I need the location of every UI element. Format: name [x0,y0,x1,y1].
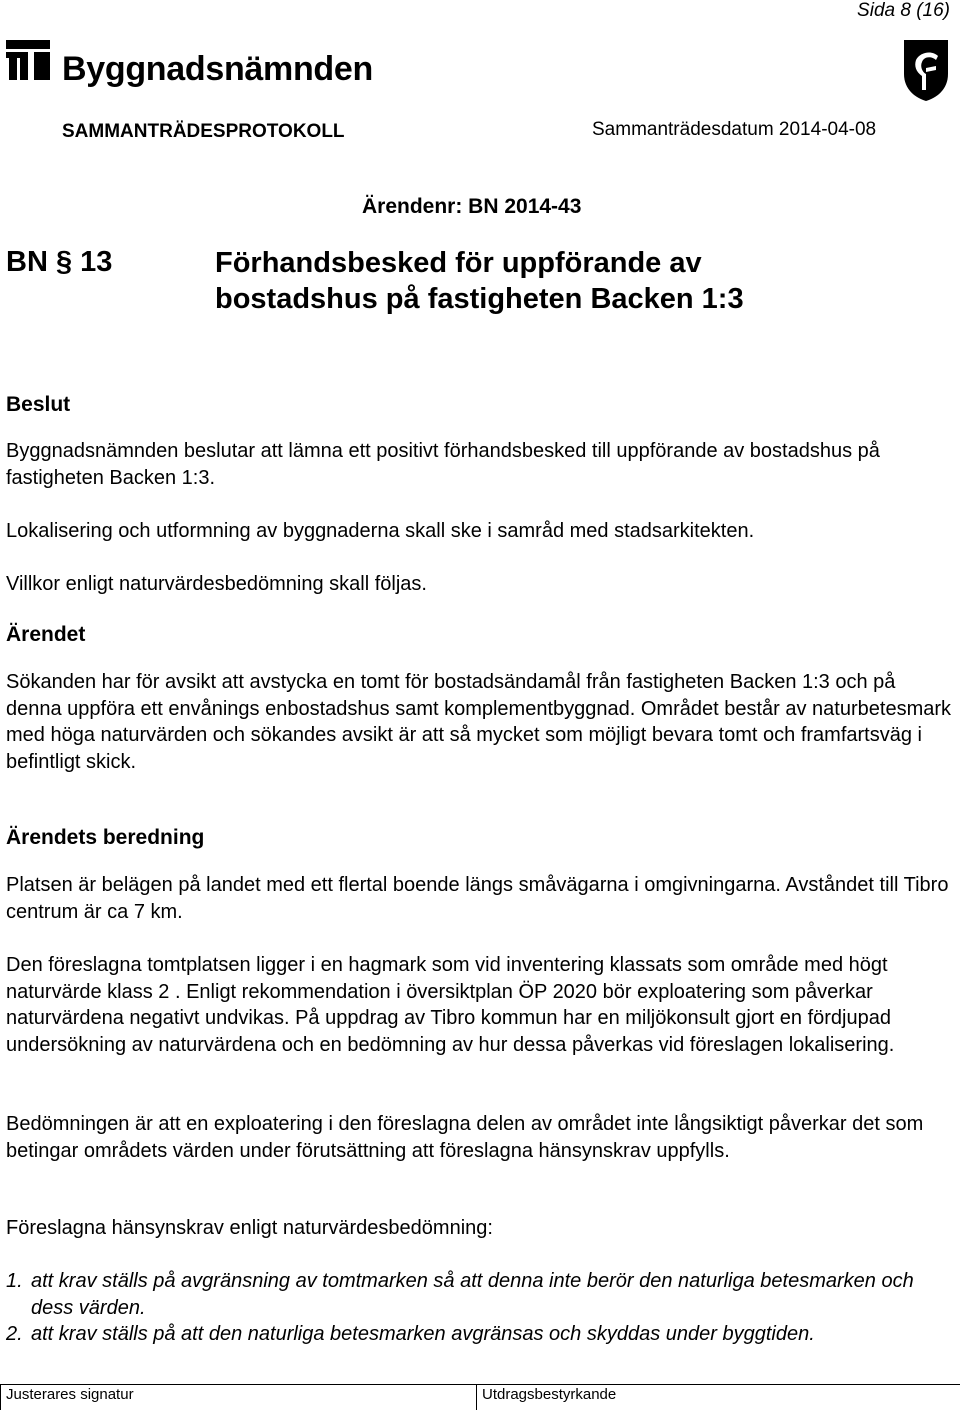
beredning-paragraph-3: Bedömningen är att en exploatering i den föreslagna delen av området inte långsiktigt påverkar det som betingar områdets värden under förutsättning att föreslagna hänsynskrav uppfylls. [6,1113,924,1162]
beredning-heading: Ärendets beredning [6,826,205,849]
footer-divider [0,1384,960,1385]
list-item [6,1268,951,1321]
beslut-paragraph-3: Villkor enligt naturvärdesbedömning skall följas. [6,573,427,595]
beredning-paragraph-4: Föreslagna hänsynskrav enligt naturvärdesbedömning: [6,1217,493,1239]
signature-field-label: Justerares signatur [6,1386,134,1403]
requirements-list [6,1268,951,1348]
item-title-line-2: bostadshus på fastigheten Backen 1:3 [215,283,744,315]
list-item [6,1321,951,1348]
footer-middle-border [476,1384,477,1410]
beslut-paragraph-1: Byggnadsnämnden beslutar att lämna ett positivt förhandsbesked till uppförande av bostadshus på fastigheten Backen 1:3. [6,440,880,489]
item-number: BN § 13 [6,246,113,278]
item-title-line-1: Förhandsbesked för uppförande av [215,247,702,279]
item-title [215,245,744,317]
certification-field-label: Utdragsbestyrkande [482,1386,617,1403]
meeting-date: Sammanträdesdatum 2014-04-08 [592,119,877,140]
beslut-heading: Beslut [6,393,71,416]
list-item-text: att krav ställs på avgränsning av tomtmarken så att denna inte berör den naturliga betesmarken och dess värden. [31,1270,914,1319]
page-number: Sida 8 (16) [857,0,950,21]
arendet-heading: Ärendet [6,623,86,646]
list-item-text: att krav ställs på att den naturliga betesmarken avgränsas och skyddas under byggtiden. [31,1323,815,1345]
list-item-number: 1. [6,1270,23,1292]
beredning-paragraph-2: Den föreslagna tomtplatsen ligger i en hagmark som vid inventering klassats som område med högt naturvärde klass 2 . Enligt rekommendation i översiktplan ÖP 2020 bör exploatering som påverkar naturvärdena negativt undvikas. På uppdrag av Tibro kommun har en miljökonsult gjort en fördjupad undersökning av naturvärdena och en bedömning av hur dessa påverkas vid föreslagen lokalisering. [6,954,895,1056]
footer-left-border [0,1384,1,1410]
beslut-paragraph-2: Lokalisering och utformning av byggnaderna skall ske i samråd med stadsarkitekten. [6,520,755,542]
case-number: Ärendenr: BN 2014-43 [362,195,582,218]
beredning-paragraph-1: Platsen är belägen på landet med ett flertal boende längs småvägarna i omgivningarna. Avståndet till Tibro centrum är ca 7 km. [6,874,949,923]
list-item-number: 2. [6,1323,23,1345]
protocol-label: SAMMANTRÄDESPROTOKOLL [62,121,345,142]
municipal-crest-icon [902,38,950,102]
org-name: Byggnadsnämnden [62,50,373,88]
tibro-logo-icon [6,40,50,80]
arendet-paragraph: Sökanden har för avsikt att avstycka en tomt för bostadsändamål från fastigheten Backen 1:3 och på denna uppföra ett envånings enbostadshus samt komplementbyggnad. Området består av naturbetesmark med höga naturvärden och sökandes avsikt är att så mycket som möjligt bevara tomt och framfartsväg i befintligt skick. [6,671,952,773]
